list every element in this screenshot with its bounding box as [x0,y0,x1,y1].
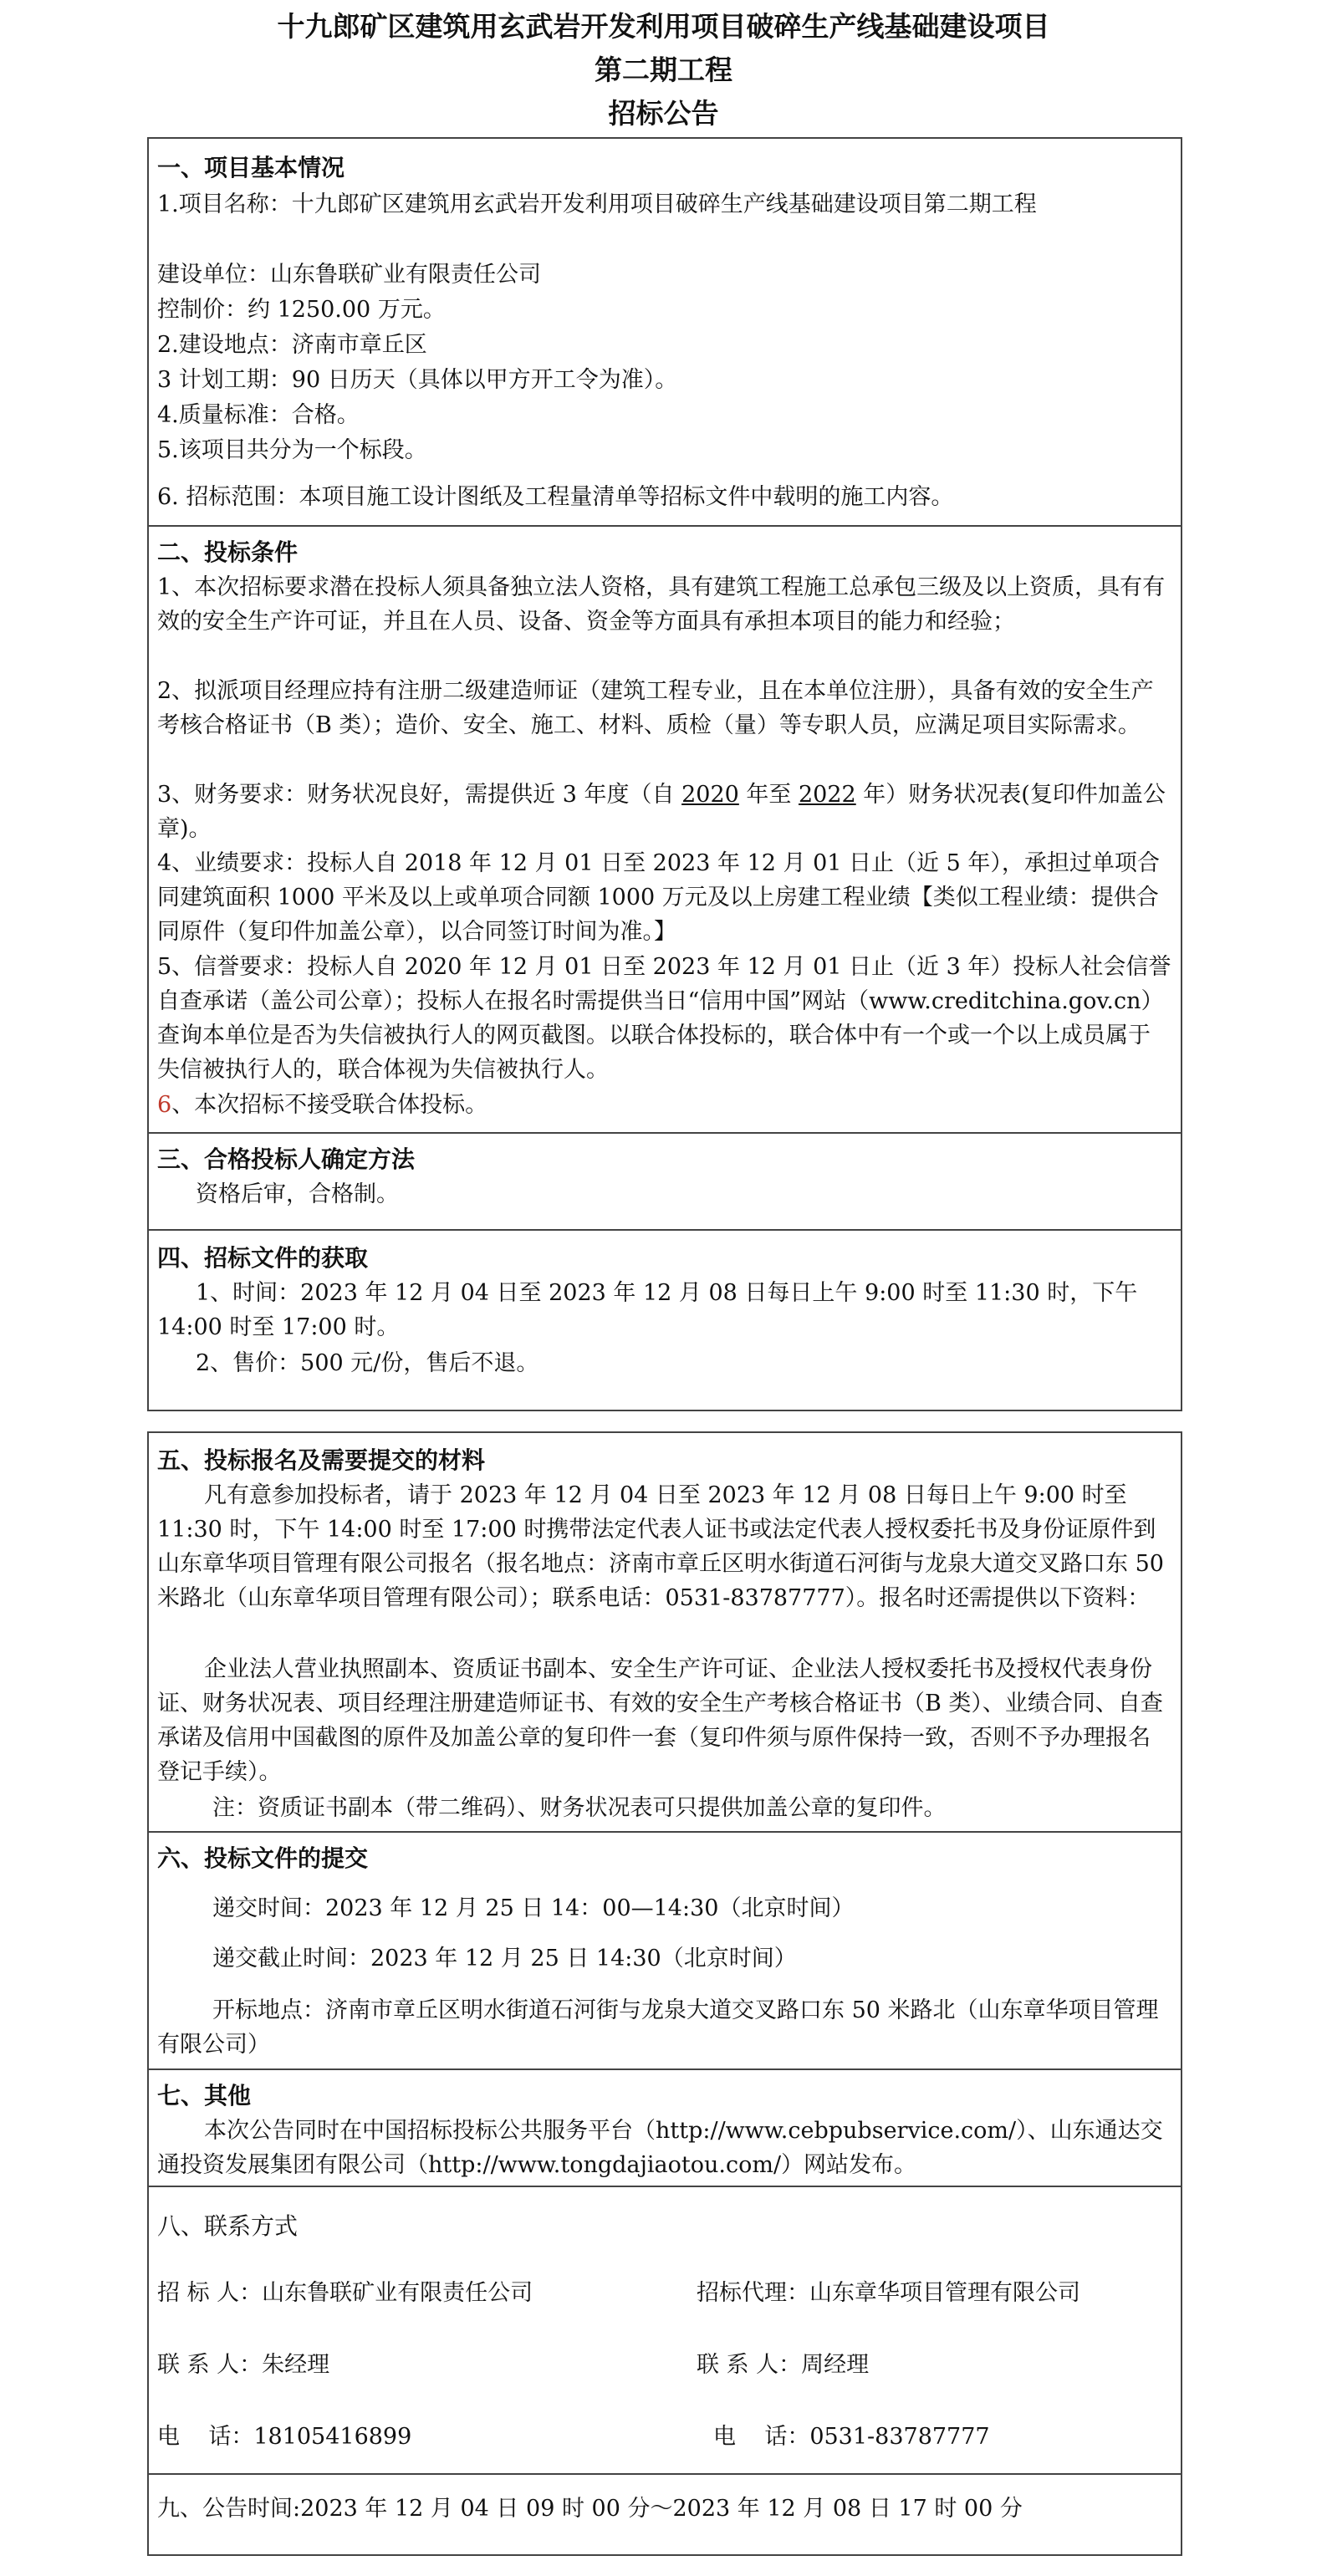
document-title-line1: 十九郎矿区建筑用玄武岩开发利用项目破碎生产线基础建设项目 [277,10,1050,43]
section6-opening-location: 开标地点：济南市章丘区明水街道石河街与龙泉大道交叉路口东 50 米路北（山东章华项目管理有限公司） [157,1997,1159,2058]
section2-item6: 6、本次招标不接受联合体投标。 [157,1092,488,1118]
divider [149,525,1181,527]
divider [149,1831,1181,1833]
section3-method: 资格后审，合格制。 [196,1181,399,1207]
section5-note: 注：资质证书副本（带二维码）、财务状况表可只提供加盖公章的复印件。 [212,1795,947,1821]
divider [149,1132,1181,1134]
document-title-line3: 招标公告 [608,97,719,130]
section1-quality: 4.质量标准：合格。 [157,402,360,428]
contact-tenderer: 招 标 人：山东鲁联矿业有限责任公司 [157,2280,533,2306]
section1-lots: 5.该项目共分为一个标段。 [157,437,427,463]
section3-heading: 三、合格投标人确定方法 [157,1145,416,1173]
section1-heading: 一、项目基本情况 [157,154,345,181]
section8-heading: 八、联系方式 [157,2212,299,2240]
divider [149,2068,1181,2070]
divider [149,2186,1181,2187]
contact-person-tenderer: 联 系 人：朱经理 [157,2352,330,2378]
section5-registration: 凡有意参加投标者，请于 2023 年 12 月 04 日至 2023 年 12 月 08 日每日上午 9:00 时至 11:30 时，下午 14:00 时至 17:00 时携带法定代表人证书或法定代表人授权委托书及身份证原件到山东章华项目管理有限公司报名（报名地点：济南市章丘区明水街道石河街与龙泉大道交叉路口东 50 米路北（山东章华项目管理有限公司）；联系电话：0531-83787777）。报名时还需提供以下资料： [157,1482,1171,1611]
section1-scope: 6. 招标范围：本项目施工设计图纸及工程量清单等招标文件中载明的施工内容。 [157,484,954,510]
section9-announcement-time: 九、公告时间:2023 年 12 月 04 日 09 时 00 分～2023 年 12 月 08 日 17 时 00 分 [157,2496,1023,2522]
section6-submit-time: 递交时间：2023 年 12 月 25 日 14：00—14:30（北京时间） [212,1895,855,1921]
section1-builder: 建设单位：山东鲁联矿业有限责任公司 [157,262,541,288]
phone-tenderer: 电 话：18105416899 [157,2424,412,2450]
section2-item4: 4、业绩要求：投标人自 2018 年 12 月 01 日至 2023 年 12 月 01 日止（近 5 年），承担过单项合同建筑面积 1000 平米及以上或单项合同额 1000 万元及以上房建工程业绩【类似工程业绩：提供合同原件（复印件加盖公章），以合同签订时间为准。】 [157,850,1160,945]
contact-agent: 招标代理：山东章华项目管理有限公司 [697,2280,1080,2306]
section6-deadline: 递交截止时间：2023 年 12 月 25 日 14:30（北京时间） [212,1946,797,1972]
document-title-line2: 第二期工程 [595,54,732,86]
section2-item2: 2、拟派项目经理应持有注册二级建造师证（建筑工程专业，且在本单位注册），具备有效的安全生产考核合格证书（B 类）；造价、安全、施工、材料、质检（量）等专职人员，应满足项目实际需求。 [157,678,1154,738]
section4-time: 1、时间：2023 年 12 月 04 日至 2023 年 12 月 08 日每日上午 9:00 时至 11:30 时，下午 14:00 时至 17:00 时。 [157,1280,1145,1340]
section4-price: 2、售价：500 元/份，售后不退。 [196,1350,539,1376]
section1-location: 2.建设地点：济南市章丘区 [157,332,427,358]
section4-heading: 四、招标文件的获取 [157,1244,369,1272]
section1-project-name: 1.项目名称：十九郎矿区建筑用玄武岩开发利用项目破碎生产线基础建设项目第二期工程 [157,191,1037,217]
section7-heading: 七、其他 [157,2082,252,2109]
section5-materials: 企业法人营业执照副本、资质证书副本、安全生产许可证、企业法人授权委托书及授权代表身份证、财务状况表、项目经理注册建造师证书、有效的安全生产考核合格证书（B 类）、业绩合同、自查承诺及信用中国截图的原件及加盖公章的复印件一套（复印件须与原件保持一致，否则不予办理报名登记手续）。 [157,1656,1163,1785]
section2-heading: 二、投标条件 [157,538,299,566]
section1-duration: 3 计划工期：90 日历天（具体以甲方开工令为准）。 [157,367,678,393]
section2-item1: 1、本次招标要求潜在投标人须具备独立法人资格，具有建筑工程施工总承包三级及以上资质，具有有效的安全生产许可证，并且在人员、设备、资金等方面具有承担本项目的能力和经验； [157,574,1166,635]
section7-publishing: 本次公告同时在中国招标投标公共服务平台（http://www.cebpubservice.com/）、山东通达交通投资发展集团有限公司（http://www.tongdajiaotou.com/）网站发布。 [157,2118,1163,2178]
section2-item3: 3、财务要求：财务状况良好，需提供近 3 年度（自 2020 年至 2022 年）财务状况表(复印件加盖公章)。 [157,782,1166,842]
section2-item5: 5、信誉要求：投标人自 2020 年 12 月 01 日至 2023 年 12 月 01 日止（近 3 年）投标人社会信誉自查承诺（盖公司公章）；投标人在报名时需提供当日“信用中国”网站（www.creditchina.gov.cn）查询本单位是否为失信被执行人的网页截图。以联合体投标的，联合体中有一个或一个以上成员属于失信被执行人的，联合体视为失信被执行人。 [157,954,1171,1083]
contact-person-agent: 联 系 人：周经理 [697,2352,870,2378]
section6-heading: 六、投标文件的提交 [157,1844,369,1872]
section5-heading: 五、投标报名及需要提交的材料 [157,1446,486,1474]
section1-price: 控制价：约 1250.00 万元。 [157,297,446,323]
announcement-table-part1 [147,137,1182,1411]
divider [149,1229,1181,1231]
announcement-table-part2 [147,1431,1182,2556]
phone-agent: 电 话：0531-83787777 [713,2424,990,2450]
divider [149,2473,1181,2475]
